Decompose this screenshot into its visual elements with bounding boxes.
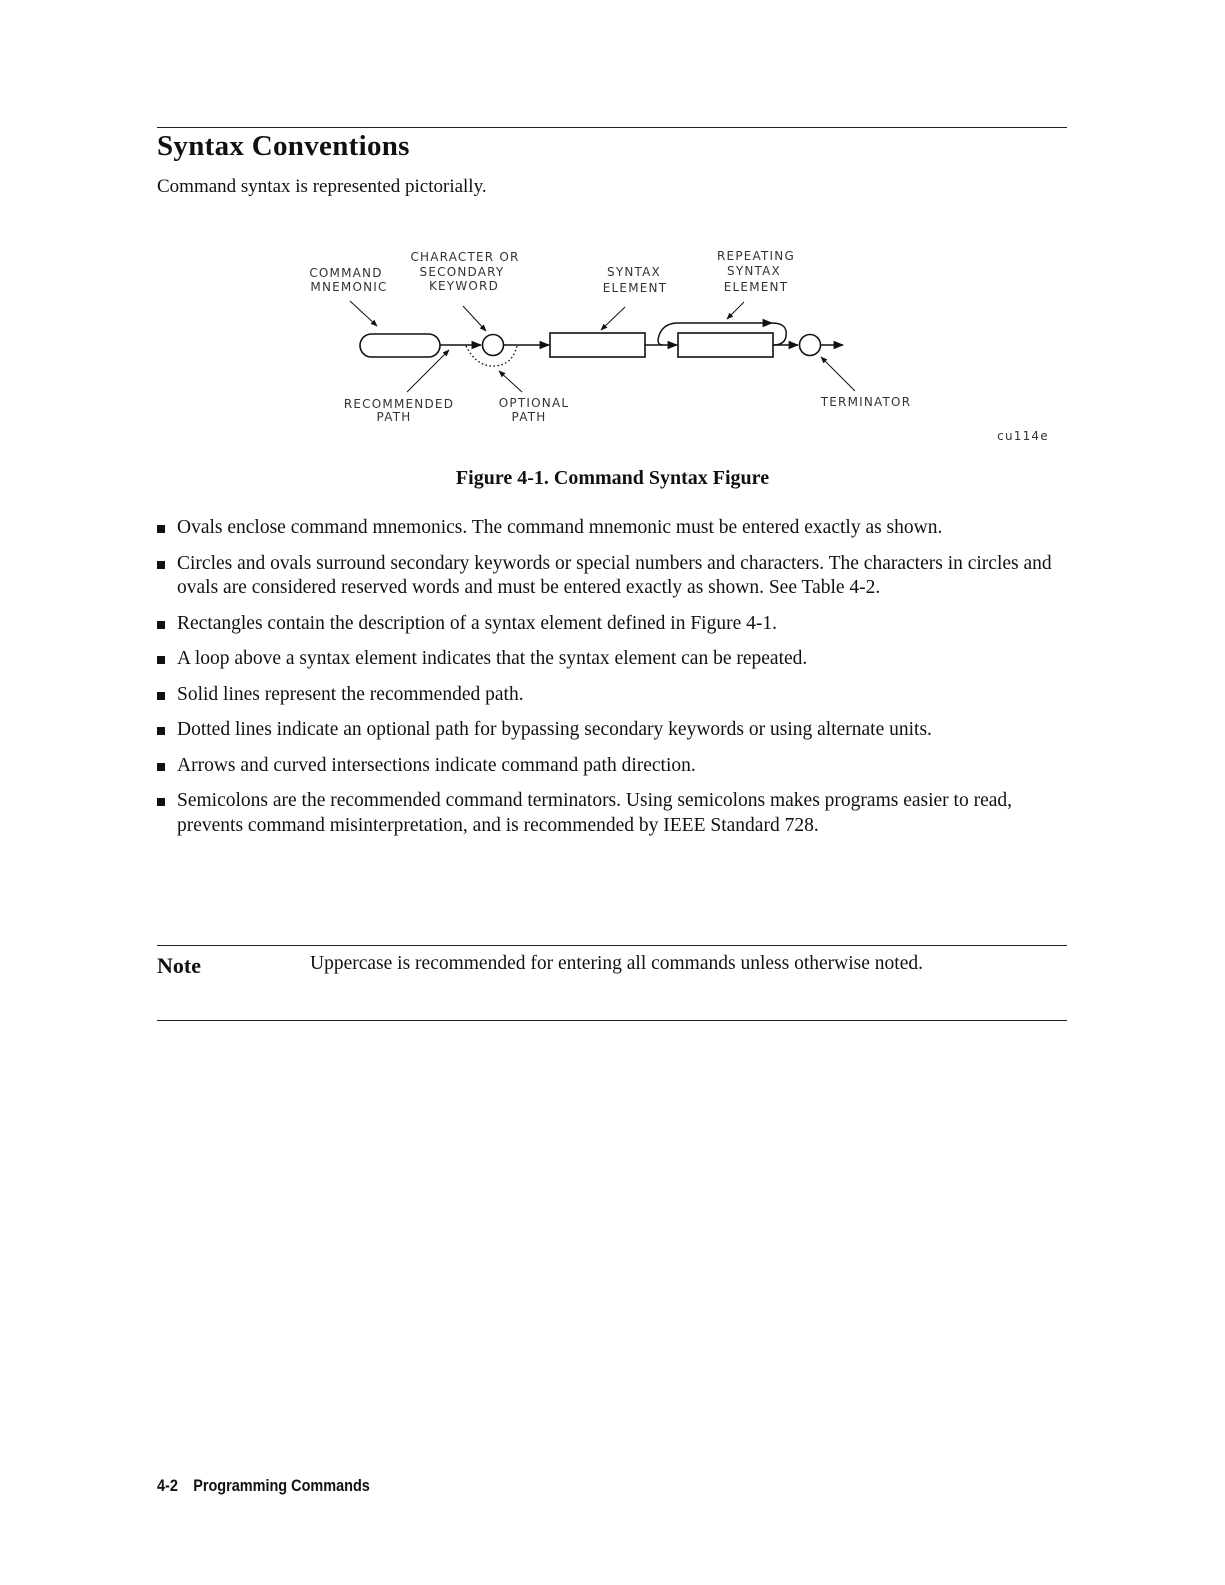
note-top-rule — [157, 945, 1067, 946]
note-bottom-rule — [157, 1020, 1067, 1021]
label-repeating-line3: ELEMENT — [723, 280, 789, 294]
square-bullet-icon — [157, 692, 165, 700]
square-bullet-icon — [157, 525, 165, 533]
square-bullet-icon — [157, 561, 165, 569]
label-character-secondary-line3: KEYWORD — [428, 279, 500, 293]
page-number: 4-2 — [157, 1476, 178, 1495]
list-item: Arrows and curved intersections indicate command path direction. — [157, 754, 1067, 779]
label-syntax-element-line1: SYNTAX — [607, 265, 661, 279]
label-terminator: TERMINATOR — [820, 395, 912, 409]
list-item: Dotted lines indicate an optional path for bypassing secondary keywords or using alternate units. — [157, 718, 1067, 743]
section-heading: Syntax Conventions — [157, 130, 410, 162]
square-bullet-icon — [157, 798, 165, 806]
label-character-secondary-line2: SECONDARY — [419, 265, 505, 279]
label-optional-line2: PATH — [511, 410, 547, 424]
list-item: Rectangles contain the description of a syntax element defined in Figure 4-1. — [157, 612, 1067, 637]
label-repeating-line1: REPEATING — [717, 249, 795, 263]
label-syntax-element-line2: ELEMENT — [602, 281, 668, 295]
label-repeating-line2: SYNTAX — [727, 264, 781, 278]
square-bullet-icon — [157, 656, 165, 664]
keyword-circle — [483, 335, 504, 356]
label-recommended-line1: RECOMMENDED — [343, 397, 455, 411]
figure-code: cu114e — [997, 429, 1049, 443]
mnemonic-oval — [360, 334, 440, 357]
command-syntax-diagram — [0, 0, 1225, 470]
list-item: Ovals enclose command mnemonics. The command mnemonic must be entered exactly as shown. — [157, 516, 1067, 541]
list-item: Solid lines represent the recommended path. — [157, 683, 1067, 708]
square-bullet-icon — [157, 727, 165, 735]
note-label: Note — [157, 953, 201, 978]
figure-caption: Figure 4-1. Command Syntax Figure — [455, 467, 770, 489]
note-text: Uppercase is recommended for entering all commands unless otherwise noted. — [310, 953, 923, 974]
chapter-title: Programming Commands — [193, 1476, 370, 1495]
label-command-mnemonic-line1: COMMAND — [309, 266, 383, 280]
label-optional-line1: OPTIONAL — [498, 396, 570, 410]
bullet-list — [157, 516, 1067, 849]
repeating-element-rect — [678, 333, 773, 357]
terminator-circle — [800, 335, 821, 356]
list-item: A loop above a syntax element indicates that the syntax element can be repeated. — [157, 647, 1067, 672]
syntax-element-rect — [550, 333, 645, 357]
square-bullet-icon — [157, 763, 165, 771]
intro-paragraph: Command syntax is represented pictorially. — [157, 176, 487, 197]
label-character-secondary-line1: CHARACTER OR — [410, 250, 520, 264]
label-recommended-line2: PATH — [376, 410, 412, 424]
list-item: Circles and ovals surround secondary keywords or special numbers and characters. The characters in circles and ovals are considered reserved words and must be entered exactly as shown. See Table 4-2. — [157, 552, 1067, 601]
square-bullet-icon — [157, 621, 165, 629]
list-item: Semicolons are the recommended command terminators. Using semicolons makes programs easier to read, prevents command misinterpretation, and is recommended by IEEE Standard 728. — [157, 789, 1067, 838]
page-footer — [157, 1476, 370, 1496]
label-command-mnemonic-line2: MNEMONIC — [310, 280, 388, 294]
